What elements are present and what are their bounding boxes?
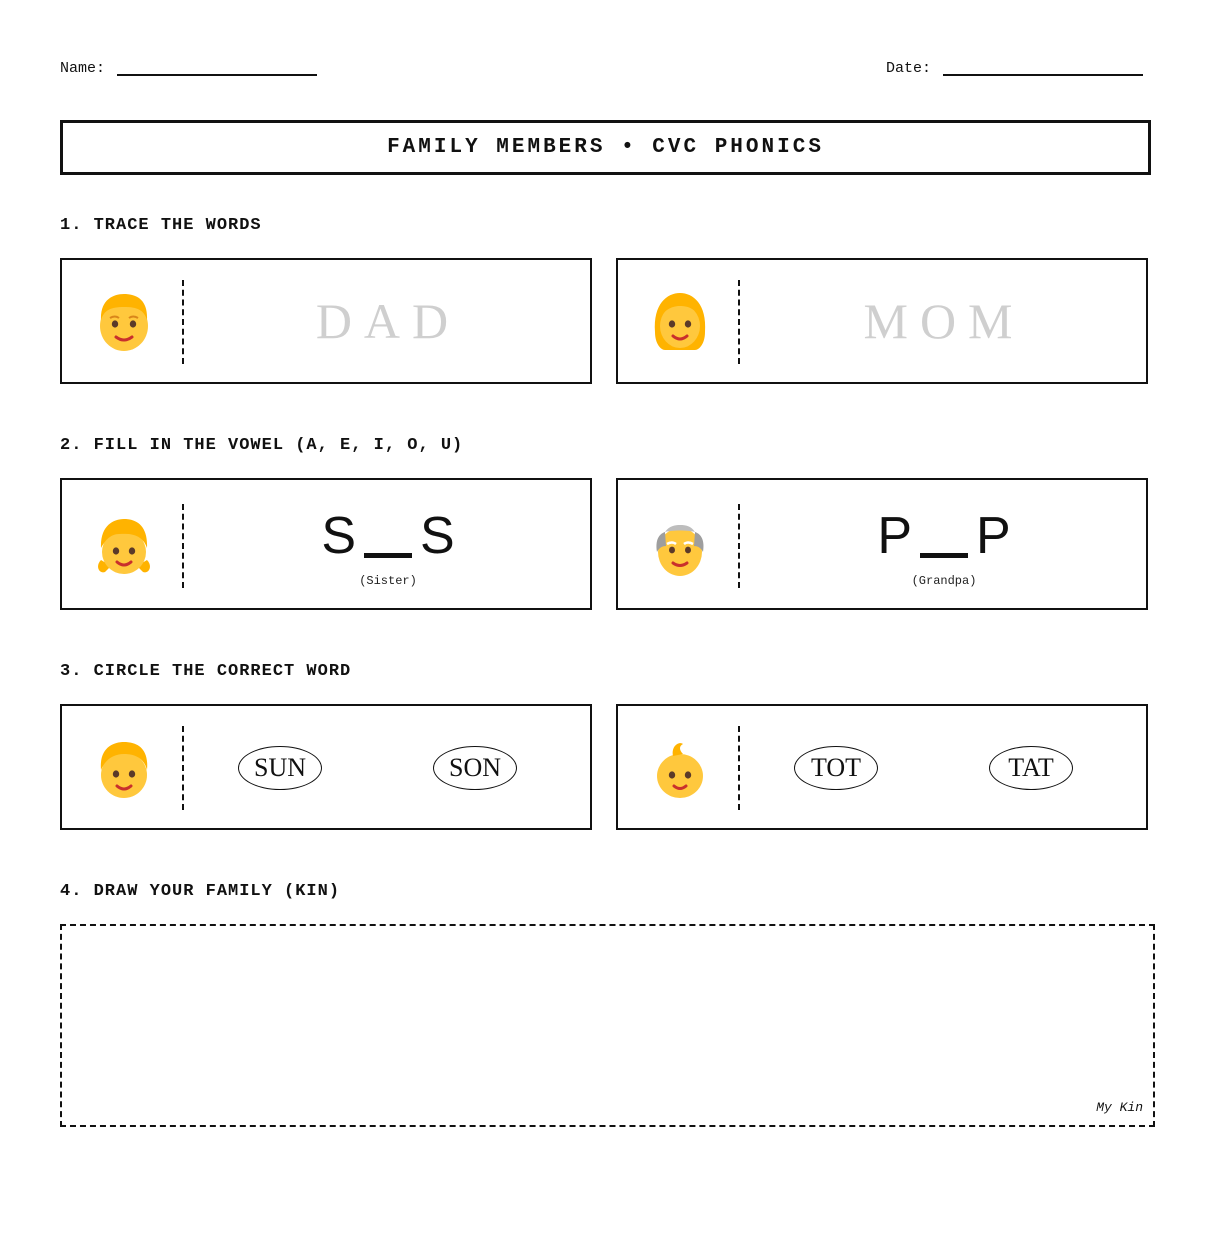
baby-face-icon xyxy=(653,740,707,800)
vowel-blank[interactable] xyxy=(920,553,968,558)
date-field[interactable] xyxy=(886,60,1143,77)
name-field[interactable] xyxy=(60,60,317,77)
trace-card-mom xyxy=(616,258,1148,384)
worksheet-title-box xyxy=(60,120,1151,175)
option-tot[interactable]: TOT xyxy=(794,746,878,790)
trace-word-mom[interactable]: MOM xyxy=(863,293,1025,349)
fill-card-sister xyxy=(60,478,592,610)
option-tat[interactable]: TAT xyxy=(989,746,1073,790)
drawing-area[interactable] xyxy=(60,924,1155,1127)
card-divider xyxy=(182,504,184,588)
fill-word-sister xyxy=(186,507,590,565)
grandpa-face-icon xyxy=(653,518,707,578)
section-2-title: 2. FILL IN THE VOWEL (A, E, I, O, U) xyxy=(60,436,464,455)
card-divider xyxy=(738,726,740,810)
card-divider xyxy=(738,504,740,588)
name-label: Name: xyxy=(60,60,106,77)
mom-face-icon xyxy=(653,292,707,352)
trace-card-dad xyxy=(60,258,592,384)
circle-card-son xyxy=(60,704,592,830)
option-son[interactable]: SON xyxy=(433,746,517,790)
drawing-area-label: My Kin xyxy=(1096,1100,1143,1115)
section-1-title: 1. TRACE THE WORDS xyxy=(60,216,262,235)
option-sun[interactable]: SUN xyxy=(238,746,322,790)
fill-first-letter: S xyxy=(321,507,356,565)
son-face-icon xyxy=(97,740,151,800)
fill-card-grandpa xyxy=(616,478,1148,610)
name-line[interactable] xyxy=(117,74,317,76)
fill-last-letter: S xyxy=(420,507,455,565)
date-line[interactable] xyxy=(943,74,1143,76)
section-3-title: 3. CIRCLE THE CORRECT WORD xyxy=(60,662,352,681)
fill-hint-grandpa: (Grandpa) xyxy=(911,574,977,588)
dad-face-icon xyxy=(97,292,151,352)
vowel-blank[interactable] xyxy=(364,553,412,558)
fill-hint-sister: (Sister) xyxy=(359,574,417,588)
sister-face-icon xyxy=(97,516,151,576)
worksheet-title: FAMILY MEMBERS • CVC PHONICS xyxy=(387,136,824,159)
fill-last-letter: P xyxy=(976,507,1011,565)
circle-card-baby xyxy=(616,704,1148,830)
fill-first-letter: P xyxy=(877,507,912,565)
section-4-title: 4. DRAW YOUR FAMILY (KIN) xyxy=(60,882,341,901)
date-label: Date: xyxy=(886,60,932,77)
card-divider xyxy=(182,280,184,364)
fill-word-grandpa xyxy=(742,507,1146,565)
trace-word-dad[interactable]: DAD xyxy=(315,293,461,349)
card-divider xyxy=(738,280,740,364)
card-divider xyxy=(182,726,184,810)
